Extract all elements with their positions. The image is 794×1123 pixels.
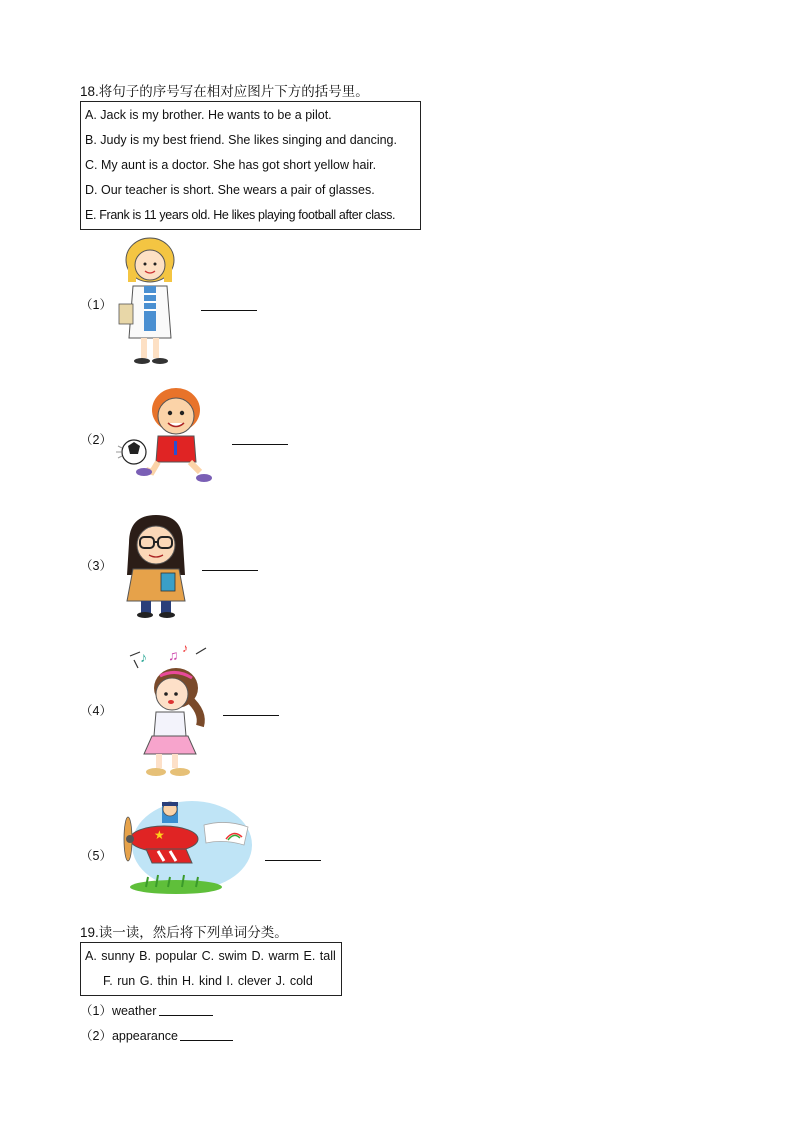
svg-text:♪: ♪ bbox=[140, 649, 147, 665]
sentence-d: D. Our teacher is short. She wears a pair of glasses. bbox=[85, 183, 375, 197]
svg-text:♫: ♫ bbox=[168, 647, 179, 663]
item-3-number: （3） bbox=[80, 559, 112, 573]
sentence-e: E. Frank is 11 years old. He likes playing football after class. bbox=[85, 208, 396, 222]
item-4-number: （4） bbox=[80, 704, 112, 718]
sentence-b: B. Judy is my best friend. She likes singing and dancing. bbox=[85, 133, 397, 147]
svg-text:♪: ♪ bbox=[182, 641, 188, 655]
sentence-a: A. Jack is my brother. He wants to be a pilot. bbox=[85, 108, 332, 122]
sentence-c: C. My aunt is a doctor. She has got short yellow hair. bbox=[85, 158, 377, 172]
doctor-woman-icon bbox=[115, 238, 185, 366]
item-1-number: （1） bbox=[80, 298, 112, 312]
teacher-glasses-icon bbox=[117, 513, 195, 619]
q18-sentence-box bbox=[80, 101, 421, 230]
q19-word-box bbox=[80, 942, 342, 996]
q19-sub-1-label: （1）weather bbox=[80, 1004, 157, 1018]
q19-title: 19.读一读，然后将下列单词分类。 bbox=[80, 925, 288, 940]
boy-football-icon bbox=[116, 386, 212, 486]
word-list-line-2: F. run G. thin H. kind I. clever J. cold bbox=[103, 974, 313, 988]
answer-blank-4[interactable] bbox=[223, 715, 279, 716]
q19-sub-2-label: （2）appearance bbox=[80, 1029, 178, 1043]
item-5-number: （5） bbox=[80, 849, 112, 863]
answer-blank-3[interactable] bbox=[202, 570, 258, 571]
q18-title: 18.将句子的序号写在相对应图片下方的括号里。 bbox=[80, 84, 369, 99]
answer-blank-5[interactable] bbox=[265, 860, 321, 861]
pilot-plane-icon bbox=[116, 799, 254, 899]
answer-blank-1[interactable] bbox=[201, 310, 257, 311]
word-list-line-1: A. sunny B. popular C. swim D. warm E. tall bbox=[85, 949, 336, 963]
svg-text:★: ★ bbox=[154, 828, 165, 842]
answer-blank-weather[interactable] bbox=[159, 1015, 213, 1016]
answer-blank-appearance[interactable] bbox=[180, 1040, 233, 1041]
girl-singing-icon bbox=[126, 642, 212, 780]
answer-blank-2[interactable] bbox=[232, 444, 288, 445]
item-2-number: （2） bbox=[80, 433, 112, 447]
